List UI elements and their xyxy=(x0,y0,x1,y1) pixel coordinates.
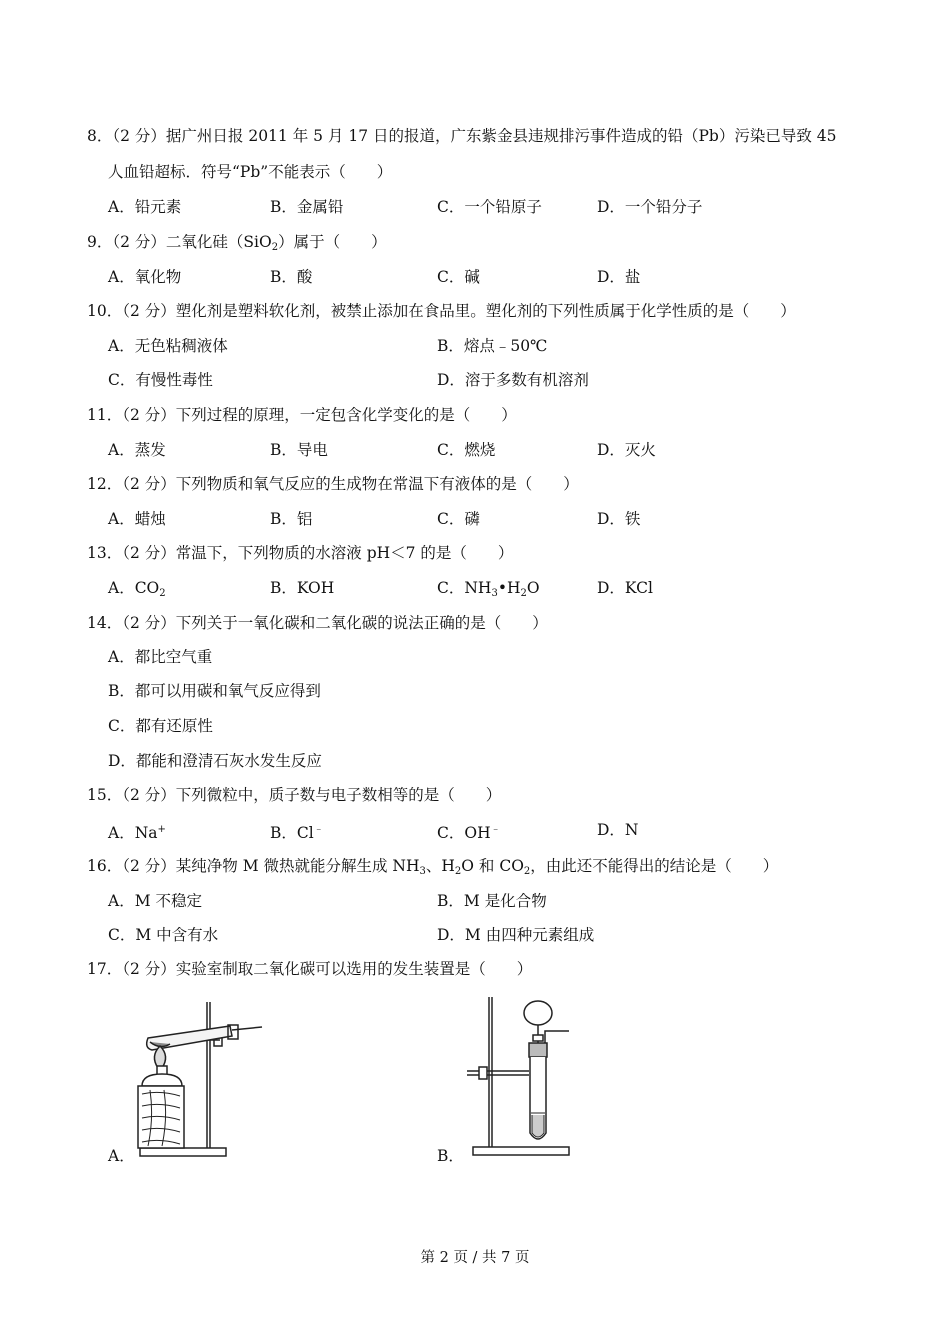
q9-option-d: D．盐 xyxy=(597,268,641,286)
q16-m2: O 和 CO xyxy=(461,857,524,875)
q13-c-sub1: 3 xyxy=(491,588,498,599)
q14-option-c: C．都有还原性 xyxy=(108,717,213,735)
q9-option-a: A．氧化物 xyxy=(108,268,182,286)
q13-c-mid: •H xyxy=(497,579,521,597)
q8-stem-line2: 人血铅超标．符号“Pb”不能表示（ ） xyxy=(108,163,393,181)
q12-option-b: B．铝 xyxy=(270,510,313,528)
q14-option-d: D．都能和澄清石灰水发生反应 xyxy=(108,752,322,770)
q15-option-d: D．N xyxy=(597,821,639,839)
q8-option-a: A．铅元素 xyxy=(108,198,182,216)
q9-stem-sub: 2 xyxy=(271,242,279,253)
q11-option-b: B．导电 xyxy=(270,441,328,459)
q8-option-c: C．一个铅原子 xyxy=(437,198,542,216)
q13-option-b: B．KOH xyxy=(270,579,335,597)
q15-a-pre: A．Na xyxy=(108,824,158,842)
q12-option-c: C．磷 xyxy=(437,510,480,528)
q16-post: ，由此还不能得出的结论是（ ） xyxy=(530,857,779,875)
q12-stem: 12．（2 分）下列物质和氧气反应的生成物在常温下有液体的是（ ） xyxy=(87,475,579,493)
q15-c-sup: ﹣ xyxy=(490,824,501,835)
q9-stem-pre: 9．（2 分）二氧化硅（SiO xyxy=(87,233,272,251)
q10-option-b: B．熔点﹣50℃ xyxy=(437,337,548,355)
q10-option-c: C．有慢性毒性 xyxy=(108,371,213,389)
q13-c-pre: C．NH xyxy=(437,579,492,597)
q13-option-d: D．KCl xyxy=(597,579,653,597)
q10-stem: 10．（2 分）塑化剂是塑料软化剂，被禁止添加在食品里。塑化剂的下列性质属于化学性质的是（ ） xyxy=(87,302,796,320)
q16-s3: 2 xyxy=(523,866,531,877)
q9-option-b: B．酸 xyxy=(270,268,313,286)
q9-option-c: C．碱 xyxy=(437,268,480,286)
q16-pre: 16．（2 分）某纯净物 M 微热就能分解生成 NH xyxy=(87,857,420,875)
q15-option-c xyxy=(437,820,501,843)
page-number: 第 2 页 / 共 7 页 xyxy=(420,1250,530,1266)
q12-option-a: A．蜡烛 xyxy=(108,510,166,528)
q9-stem xyxy=(87,232,387,258)
q11-option-d: D．灭火 xyxy=(597,441,656,459)
q15-option-a xyxy=(108,820,166,843)
q13-c-post: O xyxy=(526,579,540,597)
q9-stem-post: ）属于（ ） xyxy=(278,233,387,251)
q17-option-b-label: B． xyxy=(437,1147,464,1165)
q16-s2: 2 xyxy=(454,866,462,877)
q12-option-d: D．铁 xyxy=(597,510,641,528)
q15-b-pre: B．Cl xyxy=(270,824,314,842)
q14-option-b: B．都可以用碳和氧气反应得到 xyxy=(108,682,321,700)
q13-a-sub: 2 xyxy=(159,588,166,599)
q13-a-pre: A．CO xyxy=(108,579,160,597)
q16-option-a: A．M 不稳定 xyxy=(108,892,202,910)
q13-option-a xyxy=(108,578,166,604)
q16-s1: 3 xyxy=(419,866,426,877)
q8-option-b: B．金属铅 xyxy=(270,198,344,216)
q16-stem xyxy=(87,856,778,882)
q13-c-sub2: 2 xyxy=(520,588,527,599)
q10-option-d: D．溶于多数有机溶剂 xyxy=(437,371,589,389)
q14-option-a: A．都比空气重 xyxy=(108,648,213,666)
apparatus-b-illustration xyxy=(463,995,578,1163)
q16-option-d: D．M 由四种元素组成 xyxy=(437,926,595,944)
q17-option-a-label: A． xyxy=(108,1147,135,1165)
q8-option-d: D．一个铅分子 xyxy=(597,198,703,216)
q15-c-pre: C．OH xyxy=(437,824,491,842)
q8-stem-line1: 8．（2 分）据广州日报 2011 年 5 月 17 日的报道，广东紫金县违规排污事件造成的铅（Pb）污染已导致 45 xyxy=(87,127,837,145)
q11-stem: 11．（2 分）下列过程的原理，一定包含化学变化的是（ ） xyxy=(87,406,517,424)
apparatus-a-illustration xyxy=(130,998,270,1163)
q14-stem: 14．（2 分）下列关于一氧化碳和二氧化碳的说法正确的是（ ） xyxy=(87,614,548,632)
q13-option-c xyxy=(437,578,540,604)
q10-option-a: A．无色粘稠液体 xyxy=(108,337,228,355)
q16-option-c: C．M 中含有水 xyxy=(108,926,219,944)
q11-option-a: A．蒸发 xyxy=(108,441,166,459)
q11-option-c: C．燃烧 xyxy=(437,441,496,459)
q15-option-b xyxy=(270,820,324,843)
q16-m1: 、H xyxy=(425,857,455,875)
q15-a-sup: + xyxy=(157,824,166,835)
q15-b-sup: ﹣ xyxy=(313,824,324,835)
q16-option-b: B．M 是化合物 xyxy=(437,892,547,910)
q13-stem: 13．（2 分）常温下，下列物质的水溶液 pH＜7 的是（ ） xyxy=(87,544,514,562)
q15-stem: 15．（2 分）下列微粒中，质子数与电子数相等的是（ ） xyxy=(87,786,502,804)
q17-stem: 17．（2 分）实验室制取二氧化碳可以选用的发生装置是（ ） xyxy=(87,960,533,978)
